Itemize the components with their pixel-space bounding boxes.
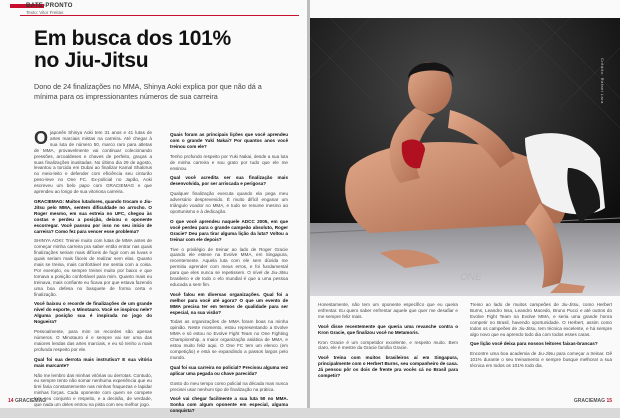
interview-answer: Kron Gracie é um competidor excelente, e respeito muito. Bem claro, ele é mestre da Gracie família Gracie. [318,339,458,351]
interview-question: O que você aprendeu naquele ADCC 2005, em que você perdeu para o grande campeão absoluto, Roger Gracie? Deu para tirar alguma lição da luta? Voltou a treinar com ele depois? [170,218,288,242]
interview-question: Você falou em diversas organizações. Qual foi a melhor para você até agora? O que um evento de MMA precisa ter em termos de qualidade para ser especial, na sua visão? [170,291,288,315]
page-number-right: 15 [606,398,612,404]
interview-answer: Todas as organizações de MMA foram boas na minha opinião. Neste momento, estou representando a Evolve MMA e só estou no Evolve Fight Team no One Fighting Championship, a maior organização asiática de MMA, e estou muito feliz aqui. O One FC tem um elenco (em competição) e está se expandindo a passos largos pelo mundo. [170,319,288,360]
interview-question: Que lição você deixa para nossos leitores faixas-brancas? [470,341,598,347]
interview-question: Você disse recentemente que queria uma revanche contra o Kron Gracie, que finalizou você no Metamoris. [318,323,458,335]
body-column-2 [170,130,288,418]
magazine-brand-left: GRACIEMAG [14,398,47,404]
interview-answer: Honestamente, não tem um oponente específico que eu queira enfrentar. Eu quero saber enfrentar aquele que quer me desafiar e me sempre feliz mais. [318,302,458,319]
photo-credit: Crédito: Rafael Lara [600,58,605,104]
interview-question: GRACIEMAG: Muitos lutadores, quando trocam o Jiu-Jitsu pelo MMA, sentem dificuldade no arrocho. O Roger mesmo, em sua estreia no UFC, chegou às costas e perdeu a posição, deixou o oponente escorregar. Você passou por isso no seu início de carreira? Como fez para vencer esse problema? [34,198,152,234]
page-number-left: 14 [8,398,14,404]
interview-answer: Pessoalmente, para mim os recordes são apenas números. O Minotauro é e sempre vai ser uma das maiores lendas das artes marciais, e eu só tenho a mais profunda respeito por ele. [34,329,152,352]
interview-answer: Qualquer finalização executa quando ela pega meu adversário desprevenido. É muito difícil enganar um triângulo voador no MMA, e tudo se resume mesmo ao oportunismo e à dedicação. [170,191,288,214]
interview-answer: SHINYA AOKI: Treinei muito com lutas de MMA antes de começar minha carreira pra saber então entrar nas quais finalizações seriam mais difíceis de fugir com as luvas e quais seriam mais fáceis de realizar sem elas. Quanto mais se treina, mais confortável me sentia com a coisa. Por exemplo, eu sempre treinei muito por baixo e que tomava a posição confortável para mim. Quanto mais eu treinava, mais confiante eu ficava por que estava fazendo uma boa defesa no basquete de forma certa e finalização. [34,238,152,297]
interview-answer: Treino ao lado de muitos campeões de Jiu-Jitsu, como Herbert Burns, Leandro Issa, Leandro Macedo, Bruno Pucci e até outros do Evolve Fight Team na Evolve MMA, e seria uma grande honra competir no Brasil, havendo oportunidade. O Herbert, assim como todos os campeões de Jiu-Jitsu, tem técnica excelente, e há sempre algo novo que eu aprendo todo dia com todos esses caras. [470,302,612,337]
fight-photo [310,18,620,296]
body-column-1 [34,130,152,412]
interview-question: Você treina com muitos brasileiros aí em Singapura, principalmente com o Herbert Burns, seu companheiro de casa. Já pensou pôr os dois de frente pra vocês cá no Brasil para competir? [318,355,458,379]
article-headline [34,28,294,72]
interview-question: Quais foram as principais lições que você aprendeu com o grande Yuki Nakai? Por quantos anos você treinou com ele? [170,132,288,149]
interview-question: Você baixou o recorde de finalizações de um grande nível do esporte, o Minotauro. Você se inspirou nele? Alguma posição sua é inspirada no jogo do Nogueira? [34,301,152,325]
interview-answer: Gosto do meu tempo como policial na década mas nunca precisei usar nenhum tipo de finalização na prática. [170,380,288,392]
intro-paragraph [34,130,152,195]
intro-text: japonês Shinya Aoki tem 31 anos e 41 lutas de artes marciais mistas na carreira. Até chegar à sua luta de número 50, marco raro para atletas de MMA, provavelmente vai continuar colecionando pressões, arcoaldeses e chaves de perfeito, graças a suas finalizações inusitadas. No último dia 29 de agosto, levantou a torcida em Dubai ao finalizar Kamal Shalorus no meio-leito e defender com eficiência seu cinturão peso-leve no One FC. Ex-policial no Japão, Aoki escreveu um belo papo com GRACIEMAG e que aprendeu ao longo de sua vitoriosa carreira. [34,130,152,195]
folio-right [574,398,612,404]
author-credit: Texto: Vitor Freitas [26,10,64,15]
svg-text:ONE: ONE [460,272,482,283]
drop-cap: O [34,128,49,148]
body-column-4 [470,302,612,373]
body-column-3 [318,302,458,383]
header-rule [20,15,299,16]
interview-answer: Tenho profundo respeito por Yuki Nakai, desde a sua luta de minha carreira e sou grato por tudo que ele me ensinou. [170,153,288,171]
interview-question: Qual foi sua derrota mais instrutiva? E sua vitória mais marcante? [34,356,152,368]
interview-question: Qual você acredita ser sua finalização mais desenvolvida, por ser arriscada e perigosa? [170,175,288,187]
interview-answer: Encontre uma boa academia de Jiu-Jitsu para começar a treinar. Dê 101% durante o seu treinamento e sempre busque melhorar a sua técnica em todos os 101% todo dia. [470,351,612,369]
interview-answer: Tive o privilégio de treinar ao lado de Roger Gracie quando ele esteve na Evolve MMA, em Singapura, recentemente. Aquela luta com ele sem dúvida me permitiu aprender com meus erros, e foi fundamental para que eles nunca se repetissem. O nível de Jiu-Jitsu brasileiro e de todo o elo mundial é que a uma pessoa educada a sem fim. [170,246,288,287]
magazine-brand-right: GRACIEMAG [573,398,606,404]
folio-left [8,398,46,404]
interview-question: Você vai chegar facilmente a sua luta 50 no MMA. Sonha com algum oponente em especial, alguma conquista? [170,396,288,414]
headline-line-1: Em busca dos 101% [34,27,231,50]
interview-question: Qual foi sua carreira no policial? Precisou alguma vez aplicar uma pegada ou chave parecida? [170,364,288,376]
section-label: BATE-PRONTO [26,3,73,9]
article-deck: Dono de 24 finalizações no MMA, Shinya Aoki explica por que não dá a mínima para os impressionantes números de sua carreira [34,82,262,101]
right-page [310,0,620,408]
left-page [0,0,307,414]
headline-line-2: no Jiu-Jitsu [34,49,149,72]
interview-answer: Não me lembro das minhas vitórias ou derrotas. Contudo, eu sempre tento não somar nenhuma experiência que eu tirei faria constantemente nas minhas fraquezas e lapidar minhas forças. Cada oponente com quem se compete tem seu conjunto e respeito, e a decisão, de verdade, que nada um deles entrou na pista com seu melhor jogo. [34,372,152,408]
fight-illustration [310,18,620,296]
